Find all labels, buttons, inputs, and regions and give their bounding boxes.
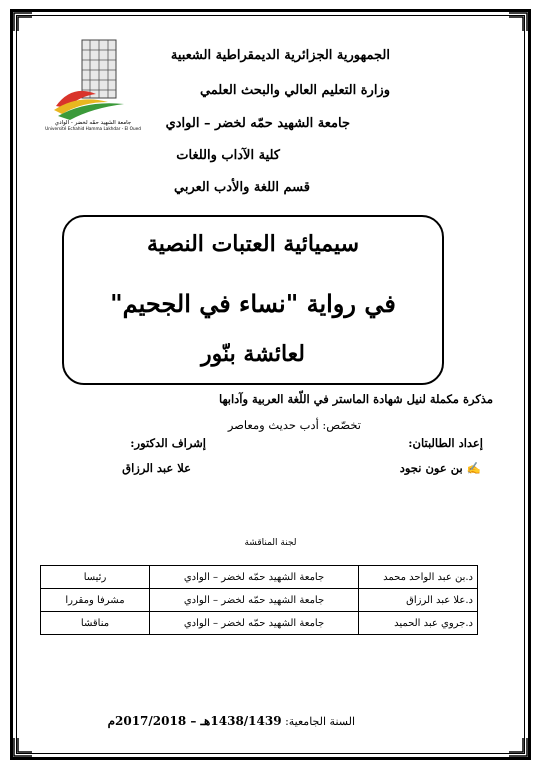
committee-member-role: مناقشا bbox=[41, 612, 150, 635]
corner-ornament-top-left bbox=[12, 11, 34, 33]
academic-year bbox=[108, 714, 355, 728]
corner-ornament-bottom-right bbox=[507, 736, 529, 758]
university-name: جامعة الشهيد حمّه لخضر – الوادي bbox=[165, 116, 350, 131]
committee-member-role: رئيسا bbox=[41, 566, 150, 589]
memo-description: مذكرة مكملة لنيل شهادة الماستر في اللّغة العربية وآدابها bbox=[218, 392, 493, 406]
logo-text-ar: جامعة الشهيد حمّه لخضر - الوادي bbox=[54, 120, 132, 126]
academic-year-value: 1438/1439هـ – 2017/2018م bbox=[107, 714, 282, 728]
republic-name: الجمهورية الجزائرية الديمقراطية الشعبية bbox=[170, 48, 390, 63]
committee-member-name: د.علا عبد الرزاق bbox=[359, 589, 478, 612]
committee-row bbox=[41, 612, 478, 635]
committee-member-institution: جامعة الشهيد حمّه لخضر – الوادي bbox=[150, 589, 359, 612]
ministry-name: وزارة التعليم العالي والبحث العلمي bbox=[199, 83, 390, 98]
corner-ornament-top-right bbox=[507, 11, 529, 33]
thesis-title-line1: سيميائية العتبات النصية bbox=[146, 231, 360, 257]
department-name: قسم اللغة والأدب العربي bbox=[174, 180, 310, 195]
pen-icon: ✍ bbox=[466, 461, 481, 475]
committee-member-institution: جامعة الشهيد حمّه لخضر – الوادي bbox=[150, 566, 359, 589]
specialty: تخصّص: أدب حديث ومعاصر bbox=[227, 418, 361, 432]
faculty-name: كلية الآداب واللغات bbox=[176, 148, 280, 163]
students-label: إعداد الطالبتان: bbox=[408, 436, 483, 450]
thesis-title-line2: في رواية "نساء في الجحيم" bbox=[110, 289, 396, 318]
committee-row bbox=[41, 566, 478, 589]
supervisor-label: إشراف الدكتور: bbox=[130, 436, 206, 450]
thesis-title-box bbox=[62, 215, 444, 385]
academic-year-label: السنة الجامعية: bbox=[285, 715, 355, 728]
supervisor-name: علا عبد الرزاق bbox=[122, 461, 191, 475]
committee-member-role: مشرفا ومقررا bbox=[41, 589, 150, 612]
committee-member-name: د.جروي عبد الحميد bbox=[359, 612, 478, 635]
logo-text-fr: Université Echahid Hamma Lakhdar - El Oued bbox=[45, 126, 141, 131]
committee-member-name: د.بن عبد الواحد محمد bbox=[359, 566, 478, 589]
student-name bbox=[400, 461, 481, 475]
student-names-text: بن عون نجود bbox=[399, 461, 463, 475]
corner-ornament-bottom-left bbox=[12, 736, 34, 758]
thesis-title-author: لعائشة بنّور bbox=[201, 341, 305, 367]
committee-table bbox=[40, 565, 478, 635]
committee-member-institution: جامعة الشهيد حمّه لخضر – الوادي bbox=[150, 612, 359, 635]
committee-row bbox=[41, 589, 478, 612]
committee-title: لجنة المناقشة bbox=[244, 538, 297, 548]
